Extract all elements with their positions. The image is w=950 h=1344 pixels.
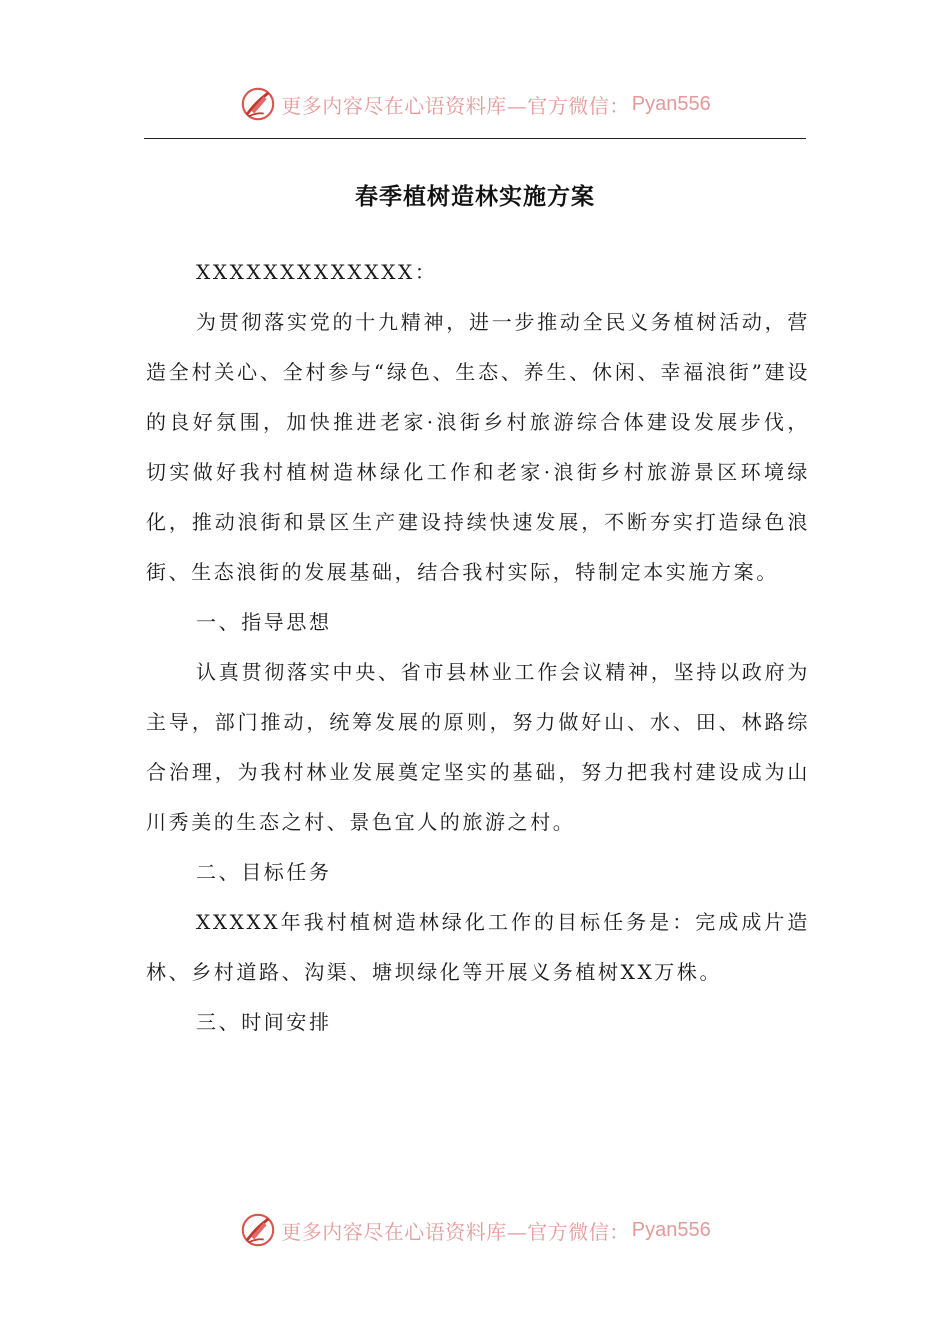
document-title: 春季植树造林实施方案: [355, 183, 595, 210]
section-heading-schedule: 三、时间安排: [196, 1010, 332, 1034]
watermark-text: 更多内容尽在心语资料库—官方微信：: [281, 93, 630, 118]
header-divider: [144, 138, 806, 139]
watermark-text: 更多内容尽在心语资料库—官方微信：: [281, 1219, 630, 1244]
pen-logo-icon: [239, 85, 277, 123]
document-body: [146, 247, 810, 1047]
watermark-header: [0, 82, 950, 126]
watermark-footer: [0, 1208, 950, 1252]
pen-logo-icon: [239, 1211, 277, 1249]
intro-paragraph: 为贯彻落实党的十九精神，进一步推动全民义务植树活动，营造全村关心、全村参与“绿色、生态、养生、休闲、幸福浪街”建设的良好氛围，加快推进老家·浪街乡村旅游综合体建设发展步伐，切实做好我村植树造林绿化工作和老家·浪街乡村旅游景区环境绿化，推动浪街和景区生产建设持续快速发展，不断夯实打造绿色浪街、生态浪街的发展基础，结合我村实际，特制定本实施方案。: [146, 310, 810, 584]
section-heading-guiding-ideology: 一、指导思想: [196, 610, 332, 634]
section-heading-targets: 二、目标任务: [196, 860, 332, 884]
watermark-handle: Pyan556: [631, 1218, 711, 1241]
salutation: XXXXXXXXXXXXX：: [196, 260, 438, 284]
watermark-handle: Pyan556: [631, 92, 711, 115]
section-text-targets: XXXXX年我村植树造林绿化工作的目标任务是：完成成片造林、乡村道路、沟渠、塘坝绿化等开展义务植树XX万株。: [146, 910, 810, 984]
section-text-guiding-ideology: 认真贯彻落实中央、省市县林业工作会议精神，坚持以政府为主导，部门推动，统筹发展的原则，努力做好山、水、田、林路综合治理，为我村林业发展奠定坚实的基础，努力把我村建设成为山川秀美的生态之村、景色宜人的旅游之村。: [146, 660, 810, 834]
